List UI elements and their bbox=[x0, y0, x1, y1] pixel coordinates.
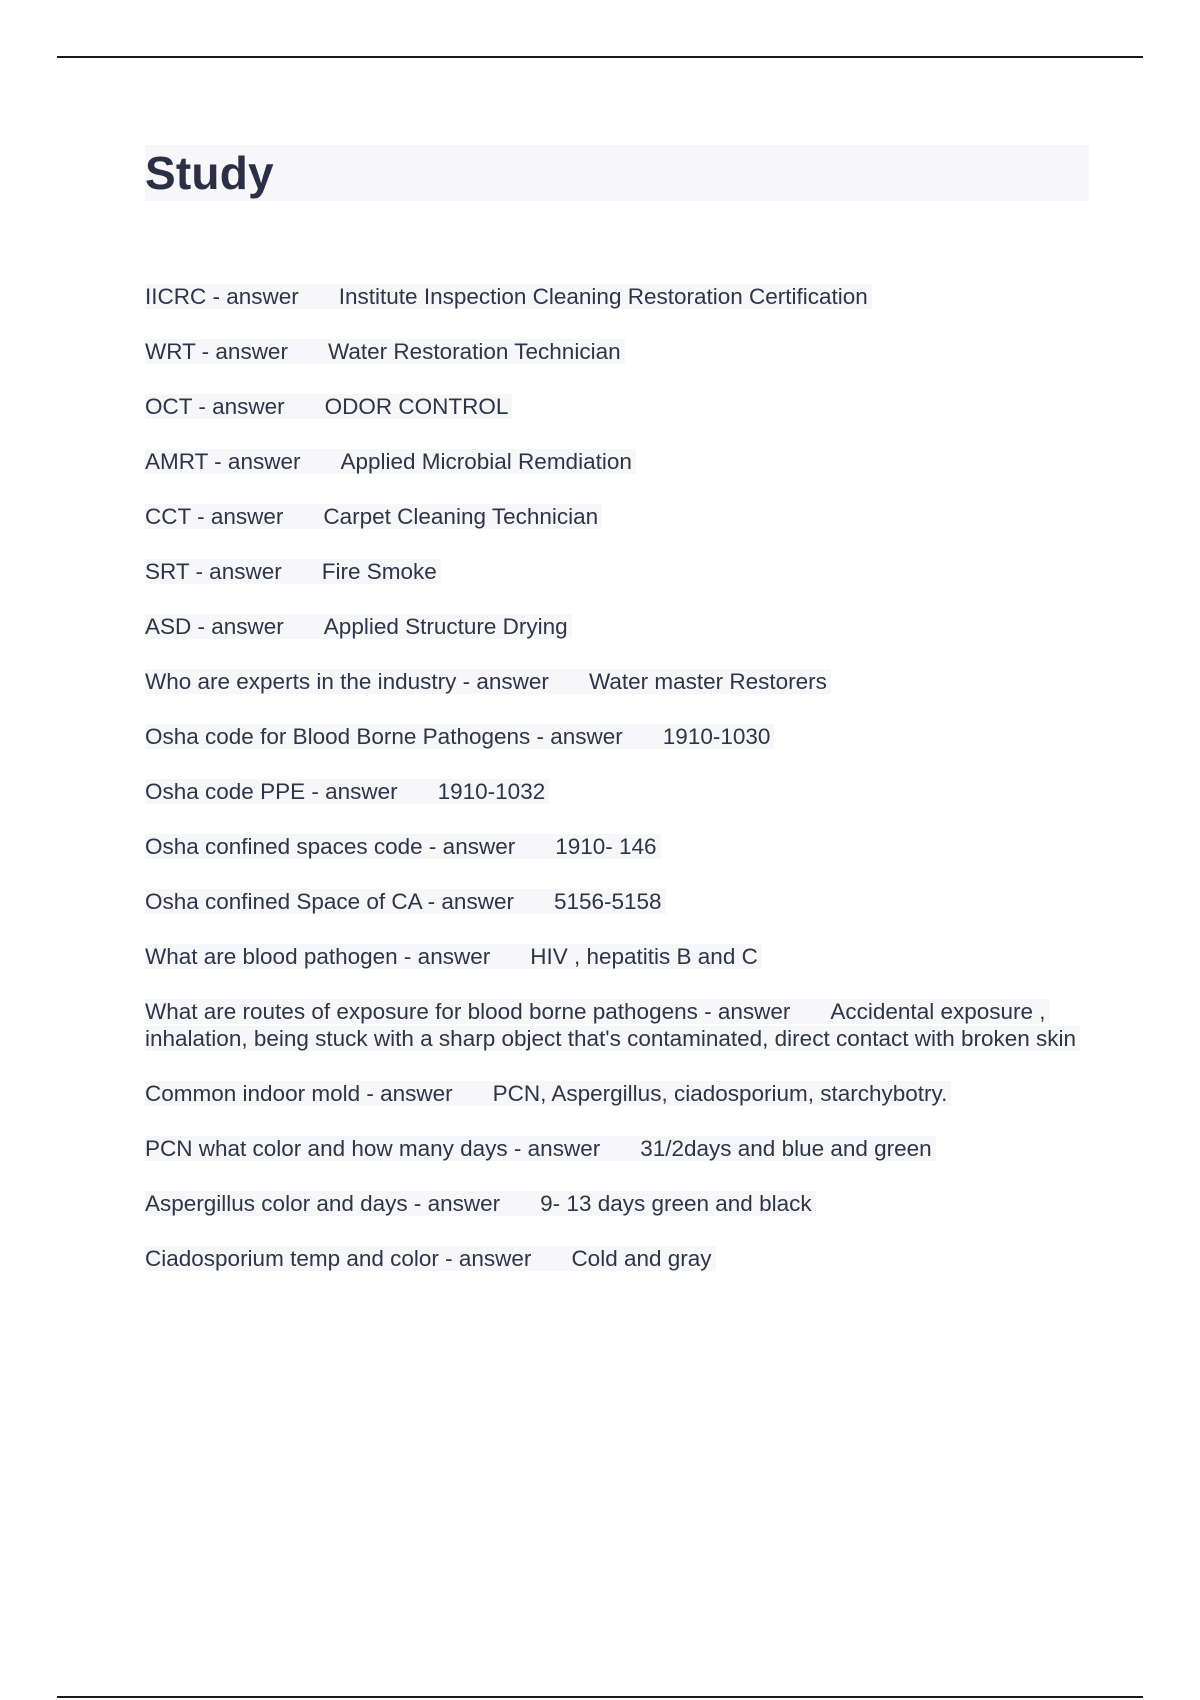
qa-item bbox=[145, 1135, 1090, 1162]
qa-term: Ciadosporium temp and color - answer bbox=[145, 1246, 532, 1271]
qa-answer: 1910-1030 bbox=[662, 724, 771, 749]
qa-answer: 5156-5158 bbox=[553, 889, 662, 914]
qa-term: PCN what color and how many days - answer bbox=[145, 1136, 601, 1161]
qa-answer: HIV , hepatitis B and C bbox=[530, 944, 758, 969]
qa-answer: Water master Restorers bbox=[588, 669, 827, 694]
qa-item bbox=[145, 283, 1090, 310]
qa-term: Who are experts in the industry - answer bbox=[145, 669, 549, 694]
qa-term: IICRC - answer bbox=[145, 284, 299, 309]
qa-term: ASD - answer bbox=[145, 614, 284, 639]
qa-term: Osha confined Space of CA - answer bbox=[145, 889, 514, 914]
qa-item bbox=[145, 1190, 1090, 1217]
qa-term: Aspergillus color and days - answer bbox=[145, 1191, 501, 1216]
qa-item bbox=[145, 1245, 1090, 1272]
qa-answer: ODOR CONTROL bbox=[324, 394, 509, 419]
title-band bbox=[145, 145, 1089, 201]
qa-item bbox=[145, 943, 1090, 970]
qa-term: OCT - answer bbox=[145, 394, 285, 419]
qa-item bbox=[145, 998, 1090, 1052]
qa-item bbox=[145, 448, 1090, 475]
qa-term: Osha code for Blood Borne Pathogens - answer bbox=[145, 724, 623, 749]
bottom-rule bbox=[57, 1696, 1143, 1698]
qa-term: What are blood pathogen - answer bbox=[145, 944, 491, 969]
qa-answer: Fire Smoke bbox=[321, 559, 437, 584]
qa-answer: Carpet Cleaning Technician bbox=[323, 504, 599, 529]
qa-term: What are routes of exposure for blood borne pathogens - answer bbox=[145, 999, 791, 1024]
qa-term: CCT - answer bbox=[145, 504, 284, 529]
qa-term: AMRT - answer bbox=[145, 449, 301, 474]
qa-term: Osha code PPE - answer bbox=[145, 779, 398, 804]
qa-answer: Cold and gray bbox=[571, 1246, 712, 1271]
qa-answer: Applied Microbial Remdiation bbox=[340, 449, 632, 474]
qa-item bbox=[145, 668, 1090, 695]
qa-item bbox=[145, 778, 1090, 805]
top-rule bbox=[57, 56, 1143, 58]
qa-answer: 1910-1032 bbox=[437, 779, 546, 804]
qa-term: Osha confined spaces code - answer bbox=[145, 834, 516, 859]
qa-answer: Water Restoration Technician bbox=[327, 339, 621, 364]
qa-answer: Applied Structure Drying bbox=[323, 614, 568, 639]
qa-answer: 31/2days and blue and green bbox=[640, 1136, 932, 1161]
page-title: Study bbox=[145, 147, 274, 199]
qa-item bbox=[145, 723, 1090, 750]
qa-item bbox=[145, 558, 1090, 585]
qa-item bbox=[145, 888, 1090, 915]
qa-item bbox=[145, 1080, 1090, 1107]
qa-answer: 1910- 146 bbox=[555, 834, 657, 859]
qa-item bbox=[145, 338, 1090, 365]
qa-term: SRT - answer bbox=[145, 559, 282, 584]
qa-answer: Institute Inspection Cleaning Restoration Certification bbox=[338, 284, 868, 309]
qa-answer: PCN, Aspergillus, ciadosporium, starchybotry. bbox=[492, 1081, 948, 1106]
qa-item bbox=[145, 503, 1090, 530]
qa-item bbox=[145, 393, 1090, 420]
qa-answer: 9- 13 days green and black bbox=[540, 1191, 812, 1216]
qa-item bbox=[145, 613, 1090, 640]
qa-term: Common indoor mold - answer bbox=[145, 1081, 453, 1106]
qa-item bbox=[145, 833, 1090, 860]
qa-answer: Accidental exposure , inhalation, being stuck with a sharp object that's contaminated, direct contact with broken skin bbox=[145, 999, 1077, 1051]
qa-term: WRT - answer bbox=[145, 339, 288, 364]
qa-list bbox=[145, 283, 1090, 1300]
